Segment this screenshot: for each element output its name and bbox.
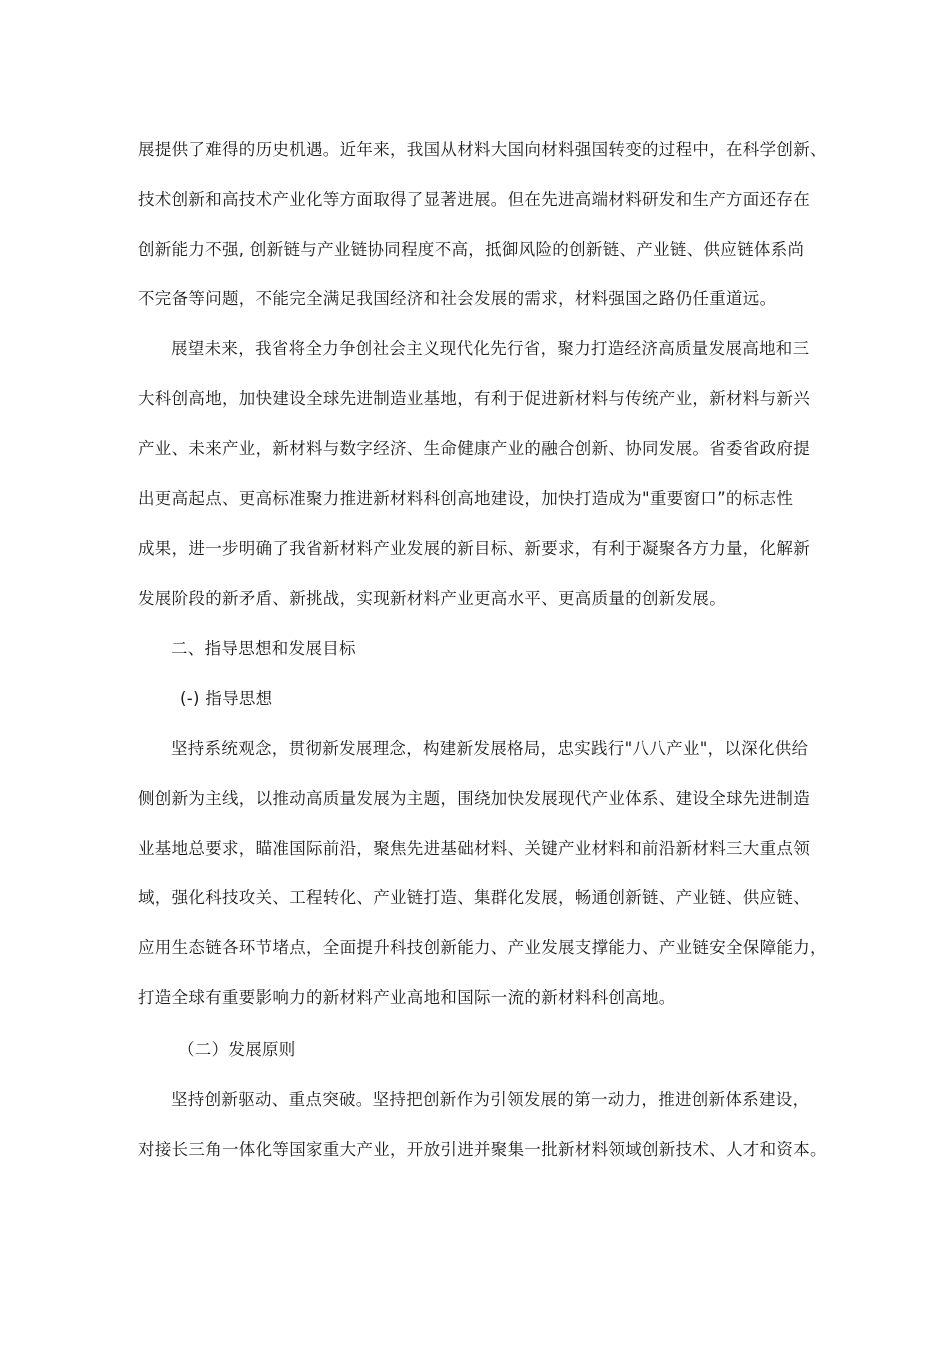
paragraph-line: 发展阶段的新矛盾、新挑战，实现新材料产业更高水平、更高质量的创新发展。 [138, 589, 726, 608]
paragraph-line: 域，强化科技攻关、工程转化、产业链打造、集群化发展，畅通创新链、产业链、供应链、 [138, 888, 810, 907]
paragraph-line: 展望未来，我省将全力争创社会主义现代化先行省，聚力打造经济高质量发展高地和三 [171, 339, 810, 358]
paragraph-line: 应用生态链各环节堵点，全面提升科技创新能力、产业发展支撑能力、产业链安全保障能力， [138, 938, 827, 957]
paragraph-line: 大科创高地，加快建设全球先进制造业基地，有利于促进新材料与传统产业，新材料与新兴 [138, 389, 810, 408]
paragraph-line: 技术创新和高技术产业化等方面取得了显著进展。但在先进高端材料研发和生产方面还存在 [138, 190, 810, 209]
paragraph-line: 产业、未来产业，新材料与数字经济、生命健康产业的融合创新、协同发展。省委省政府提 [138, 439, 810, 458]
paragraph-line: 对接长三角一体化等国家重大产业，开放引进并聚集一批新材料领域创新技术、人才和资本。 [138, 1140, 827, 1159]
subsection-heading: (-) 指导思想 [180, 689, 273, 708]
paragraph-line: 侧创新为主线，以推动高质量发展为主题，围绕加快发展现代产业体系、建设全球先进制造 [138, 789, 810, 808]
paragraph-line: 创新能力不强, 创新链与产业链协同程度不高，抵御风险的创新链、产业链、供应链体系尚 [138, 240, 805, 259]
paragraph-line: 成果，进一步明确了我省新材料产业发展的新目标、新要求，有利于凝聚各方力量，化解新 [138, 539, 810, 558]
paragraph-line: 业基地总要求，瞄准国际前沿，聚焦先进基础材料、关键产业材料和前沿新材料三大重点领 [138, 839, 810, 858]
paragraph-line: 展提供了难得的历史机遇。近年来，我国从材料大国向材料强国转变的过程中，在科学创新、 [138, 140, 827, 159]
paragraph-line: 不完备等问题，不能完全满足我国经济和社会发展的需求，材料强国之路仍任重道远。 [138, 289, 777, 308]
section-heading: 二、指导思想和发展目标 [171, 639, 356, 658]
subsection-heading: （二）发展原则 [178, 1040, 296, 1059]
paragraph-line: 坚持创新驱动、重点突破。坚持把创新作为引领发展的第一动力，推进创新体系建设， [171, 1090, 810, 1109]
paragraph-line: 出更高起点、更高标准聚力推进新材料科创高地建设，加快打造成为"重要窗口”的标志性 [138, 489, 794, 508]
paragraph-line: 坚持系统观念，贯彻新发展理念，构建新发展格局，忠实践行"八八产业"，以深化供给 [171, 739, 809, 758]
paragraph-line: 打造全球有重要影响力的新材料产业高地和国际一流的新材料科创高地。 [138, 988, 676, 1007]
